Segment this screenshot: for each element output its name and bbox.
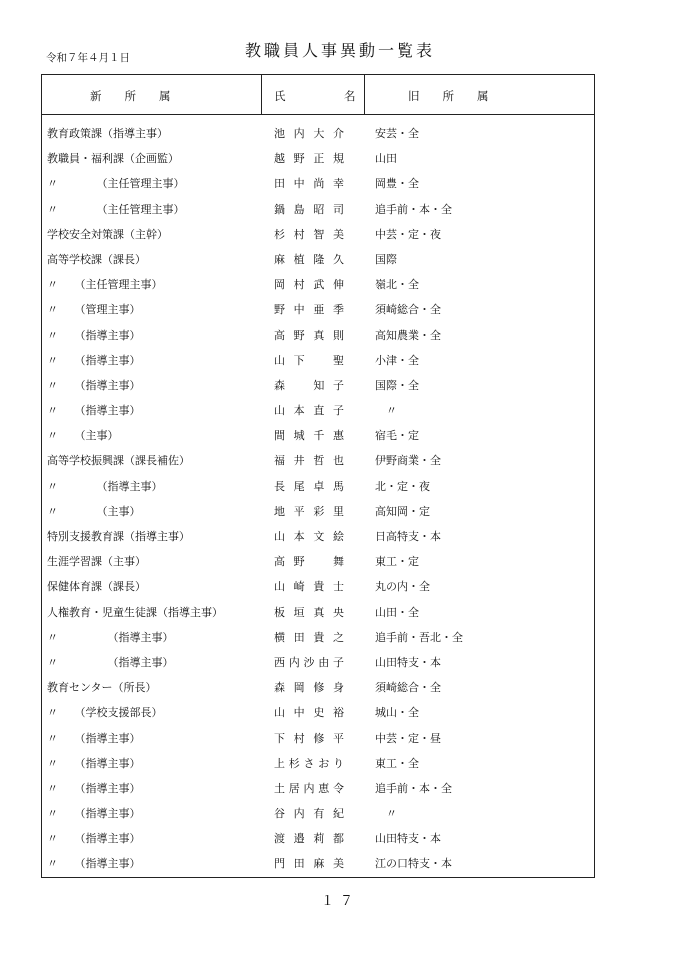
table-row (42, 170, 594, 195)
new-affiliation-cell: 特別支援教育課（指導主事） (47, 530, 190, 543)
name-cell: 横田貴之 (274, 630, 344, 644)
new-affiliation-cell: 生涯学習課（主事） (47, 555, 146, 569)
old-affiliation-cell: 丸の内・全 (375, 580, 430, 594)
name-cell: 下村修平 (274, 731, 344, 745)
table-row (42, 271, 594, 296)
table-row (42, 447, 594, 472)
new-affiliation-cell: 〃 （主事） (47, 429, 119, 443)
old-affiliation-cell: 国際・全 (375, 378, 419, 392)
table-row (42, 120, 594, 145)
old-affiliation-cell: 宿毛・定 (375, 429, 419, 443)
table-row (42, 775, 594, 800)
old-affiliation-cell: 北・定・夜 (375, 479, 430, 493)
new-affiliation-cell: 学校安全対策課（主幹） (47, 227, 168, 241)
new-affiliation-cell: 高等学校課（課長） (47, 252, 146, 266)
old-affiliation-cell: 高知農業・全 (375, 328, 441, 342)
header-new-affiliation: 新 所 属 (90, 89, 171, 103)
new-affiliation-cell: 教育センター（所長） (47, 681, 157, 695)
table-row (42, 523, 594, 548)
table-row (42, 750, 594, 775)
table-row (42, 145, 594, 170)
table-row (42, 221, 594, 246)
name-cell: 池内大介 (274, 127, 344, 140)
name-cell: 福井哲也 (274, 454, 344, 468)
new-affiliation-cell: 保健体育課（課長） (47, 580, 146, 594)
old-affiliation-cell: 山田 (375, 152, 397, 166)
table-row (42, 473, 594, 498)
new-affiliation-cell: 〃 （主任管理主事） (47, 202, 185, 216)
old-affiliation-cell: 中芸・定・昼 (375, 731, 441, 745)
table-row (42, 624, 594, 649)
name-cell: 麻植隆久 (274, 252, 344, 266)
table-row (42, 800, 594, 825)
name-cell: 門田麻美 (274, 857, 344, 871)
name-cell: 板垣真央 (274, 605, 344, 619)
table-row (42, 548, 594, 573)
old-affiliation-cell: 須崎総合・全 (375, 303, 441, 317)
table-row (42, 599, 594, 624)
old-affiliation-cell: 追手前・本・全 (375, 781, 452, 795)
table-row (42, 825, 594, 850)
table-body (42, 120, 594, 876)
column-divider (364, 75, 365, 114)
new-affiliation-cell: 〃 （指導主事） (47, 479, 163, 493)
name-cell: 鍋島昭司 (274, 202, 344, 216)
table-row (42, 246, 594, 271)
name-cell: 田中尚幸 (274, 177, 344, 191)
name-cell: 高野真則 (274, 328, 344, 342)
new-affiliation-cell: 〃 （指導主事） (47, 353, 141, 367)
new-affiliation-cell: 〃 （主任管理主事） (47, 278, 163, 292)
new-affiliation-cell: 〃 （管理主事） (47, 303, 141, 317)
name-cell: 地平彩里 (274, 504, 344, 518)
table-row (42, 573, 594, 598)
page-title: 教職員人事異動一覧表 (244, 41, 435, 60)
old-affiliation-cell: 城山・全 (375, 706, 419, 720)
new-affiliation-cell: 〃 （指導主事） (47, 857, 141, 871)
name-cell: 渡邉莉都 (274, 832, 344, 846)
table-row (42, 372, 594, 397)
new-affiliation-cell: 〃 （指導主事） (47, 655, 174, 669)
old-affiliation-cell: 高知岡・定 (375, 504, 430, 518)
table-row (42, 498, 594, 523)
name-cell: 上杉さおり (274, 756, 344, 770)
old-affiliation-cell: 山田特支・本 (375, 832, 441, 846)
table-row (42, 674, 594, 699)
new-affiliation-cell: 教職員・福利課（企画監） (47, 152, 179, 166)
new-affiliation-cell: 〃 （指導主事） (47, 630, 174, 644)
table-row (42, 322, 594, 347)
old-affiliation-cell: 〃 (375, 404, 397, 418)
new-affiliation-cell: 教育政策課（指導主事） (47, 127, 168, 140)
new-affiliation-cell: 〃 （主事） (47, 504, 141, 518)
old-affiliation-cell: 小津・全 (375, 353, 419, 367)
name-cell: 土居内恵令 (274, 781, 344, 795)
name-cell: 間城千惠 (274, 429, 344, 443)
page-number: １７ (320, 894, 359, 909)
header-name-left: 氏 (274, 89, 286, 103)
personnel-table (41, 74, 595, 878)
name-cell: 杉村智美 (274, 227, 344, 241)
header-old-affiliation: 旧 所 属 (408, 89, 489, 103)
name-cell: 山中史裕 (274, 706, 344, 720)
name-cell: 谷内有紀 (274, 807, 344, 821)
table-row (42, 422, 594, 447)
old-affiliation-cell: 安芸・全 (375, 127, 419, 140)
old-affiliation-cell: 須崎総合・全 (375, 681, 441, 695)
name-cell: 越野正規 (274, 152, 344, 166)
table-header (42, 75, 594, 115)
old-affiliation-cell: 中芸・定・夜 (375, 227, 441, 241)
new-affiliation-cell: 〃 （指導主事） (47, 328, 141, 342)
old-affiliation-cell: 東工・定 (375, 555, 419, 569)
new-affiliation-cell: 〃 （指導主事） (47, 756, 141, 770)
old-affiliation-cell: 山田・全 (375, 605, 419, 619)
table-row (42, 196, 594, 221)
old-affiliation-cell: 日高特支・本 (375, 530, 441, 543)
name-cell: 長尾卓馬 (274, 479, 344, 493)
old-affiliation-cell: 江の口特支・本 (375, 857, 452, 871)
table-row (42, 347, 594, 372)
old-affiliation-cell: 岡豊・全 (375, 177, 419, 191)
new-affiliation-cell: 〃 （指導主事） (47, 378, 141, 392)
name-cell: 山本直子 (274, 404, 344, 418)
issue-date: 令和７年４月１日 (46, 52, 130, 64)
new-affiliation-cell: 〃 （指導主事） (47, 807, 141, 821)
name-cell: 高野 舞 (274, 555, 344, 569)
table-row (42, 699, 594, 724)
new-affiliation-cell: 〃 （指導主事） (47, 832, 141, 846)
old-affiliation-cell: 追手前・本・全 (375, 202, 452, 216)
new-affiliation-cell: 〃 （学校支援部長） (47, 706, 163, 720)
name-cell: 森岡修身 (274, 681, 344, 695)
table-row (42, 397, 594, 422)
old-affiliation-cell: 伊野商業・全 (375, 454, 441, 468)
old-affiliation-cell: 追手前・吾北・全 (375, 630, 463, 644)
name-cell: 野中亜季 (274, 303, 344, 317)
old-affiliation-cell: 嶺北・全 (375, 278, 419, 292)
name-cell: 山本文絵 (274, 530, 344, 543)
table-row (42, 649, 594, 674)
name-cell: 森 知子 (274, 378, 344, 392)
name-cell: 西内沙由子 (274, 655, 344, 669)
name-cell: 山下 聖 (274, 353, 344, 367)
column-divider (261, 75, 262, 114)
new-affiliation-cell: 〃 （指導主事） (47, 781, 141, 795)
old-affiliation-cell: 〃 (375, 807, 397, 821)
table-row (42, 296, 594, 321)
new-affiliation-cell: 高等学校振興課（課長補佐） (47, 454, 190, 468)
new-affiliation-cell: 〃 （主任管理主事） (47, 177, 185, 191)
new-affiliation-cell: 〃 （指導主事） (47, 731, 141, 745)
new-affiliation-cell: 人権教育・児童生徒課（指導主事） (47, 605, 223, 619)
new-affiliation-cell: 〃 （指導主事） (47, 404, 141, 418)
old-affiliation-cell: 国際 (375, 252, 397, 266)
table-row (42, 850, 594, 875)
header-name-right: 名 (344, 89, 356, 103)
name-cell: 岡村武伸 (274, 278, 344, 292)
old-affiliation-cell: 山田特支・本 (375, 655, 441, 669)
table-row (42, 725, 594, 750)
old-affiliation-cell: 東工・全 (375, 756, 419, 770)
name-cell: 山崎貴士 (274, 580, 344, 594)
